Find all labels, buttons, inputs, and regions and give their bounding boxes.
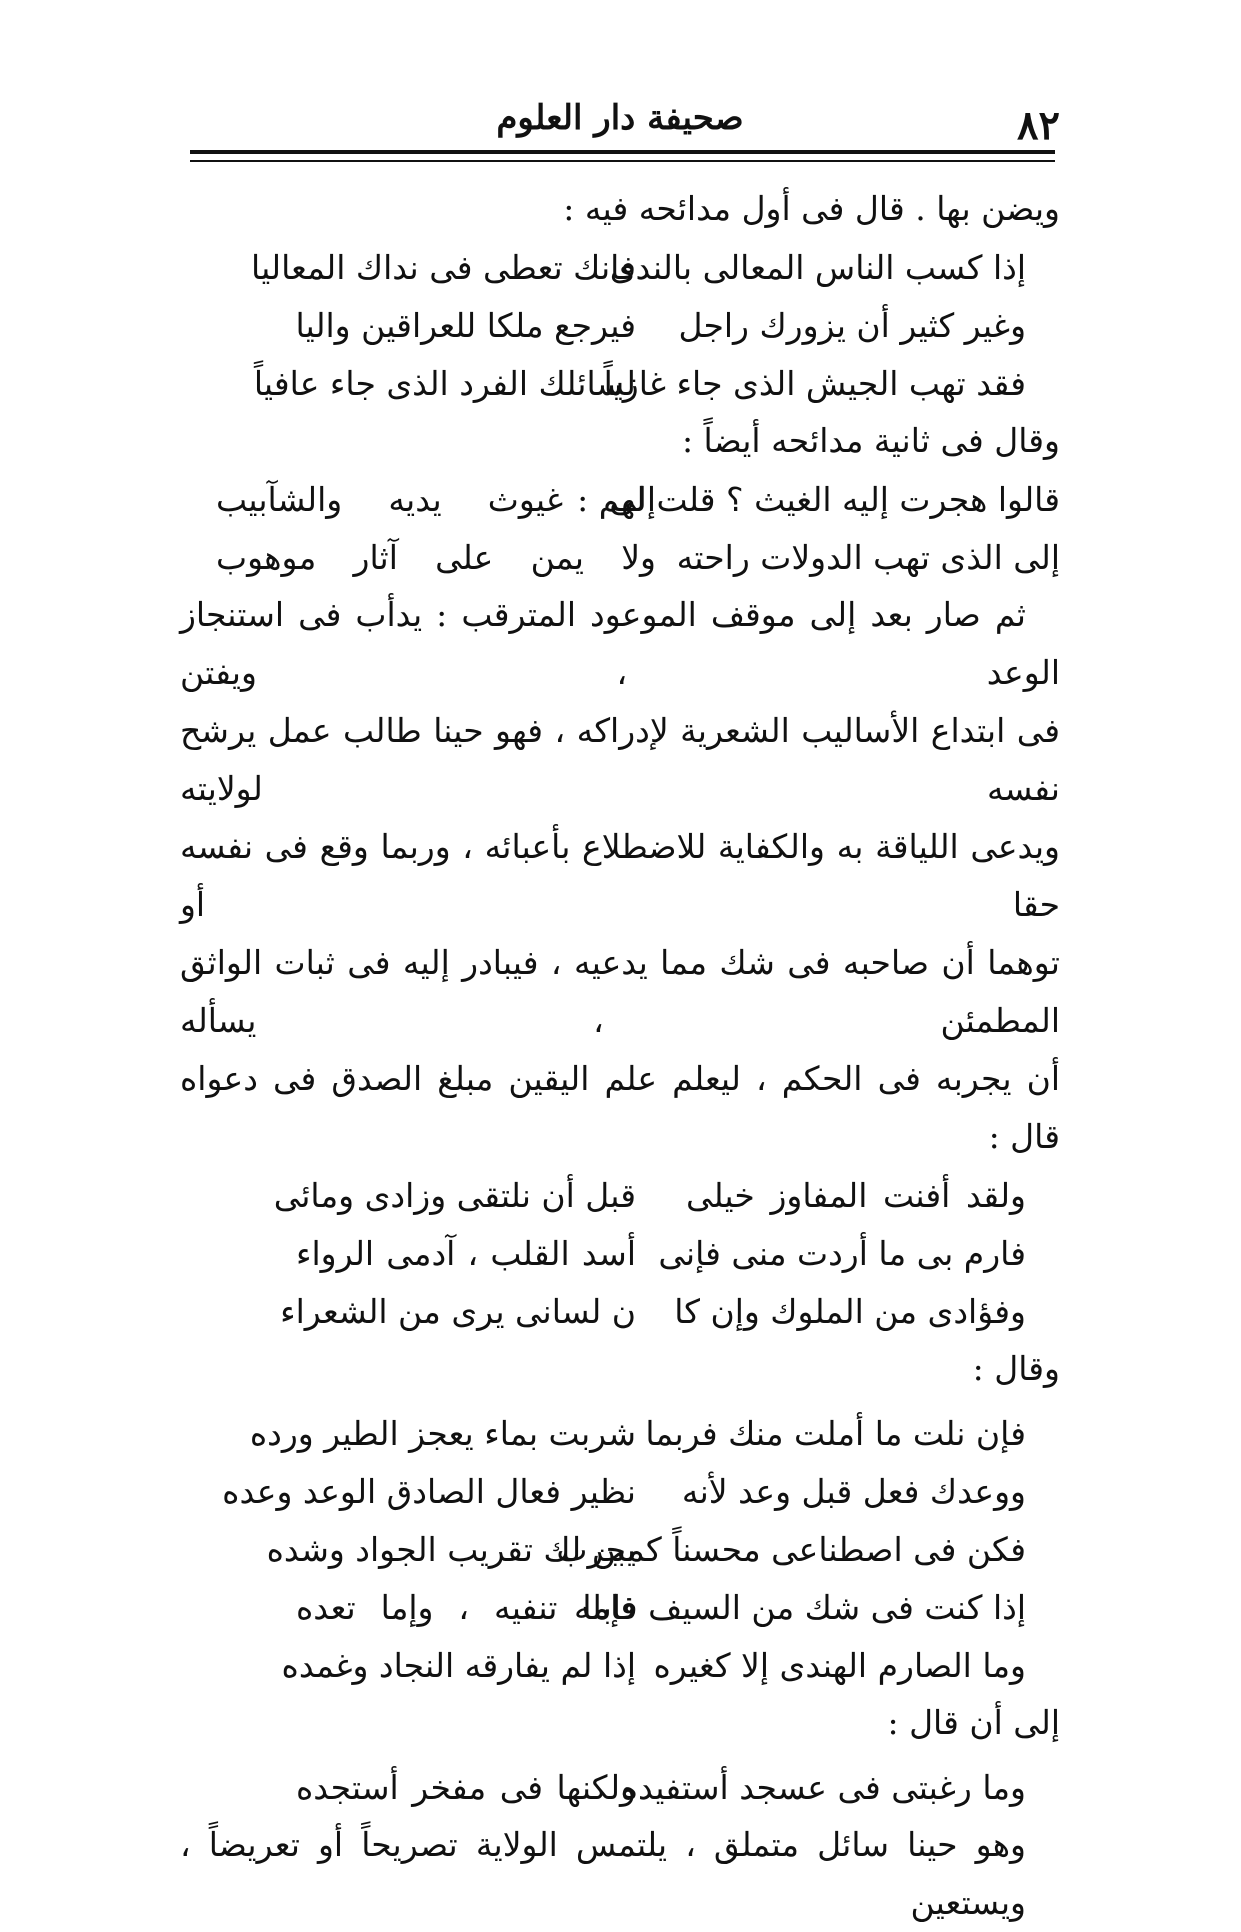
hemistich-first: إذا كنت فى شك من السيف فابله: [574, 1587, 1026, 1627]
verse-line: [180, 1462, 1060, 1520]
hemistich-second: إذا لم يفارقه النجاد وغمده: [281, 1645, 636, 1685]
poem-4: [180, 1404, 1060, 1694]
paragraph-line: توهما أن صاحبه فى شك مما يدعيه ، فيبادر إليه فى ثبات الواثق المطمئن ، يسأله: [180, 943, 1060, 1040]
poem-1: [180, 238, 1060, 412]
verse-intro: وقال :: [972, 1349, 1060, 1388]
hemistich-second: شربت بماء يعجز الطير ورده: [249, 1413, 636, 1453]
verse-line: [180, 1224, 1060, 1282]
paragraph-line: ثم صار بعد إلى موقف الموعود المترقب : يدأب فى استنجاز الوعد ، ويفتن: [180, 595, 1060, 692]
hemistich-first: فإن نلت ما أملت منك فربما: [645, 1413, 1026, 1453]
hemistich-second: قبل أن نلتقى وزادى ومائى: [273, 1175, 636, 1215]
poem-2: [180, 470, 1060, 586]
hemistich-first: ولقد أفنت المفاوز خيلى: [686, 1175, 1026, 1215]
hemistich-second: فإما تنفيه ، وإما تعده: [296, 1587, 636, 1627]
intro-line: ويضن بها . قال فى أول مدائحه فيه :: [563, 189, 1060, 228]
verse-line: [180, 1404, 1060, 1462]
hemistich-second: فيرجع ملكا للعراقين واليا: [295, 305, 636, 345]
hemistich-first: وما رغبتى فى عسجد أستفيده: [620, 1767, 1026, 1807]
hemistich-first: إذا كسب الناس المعالى بالندى: [609, 247, 1026, 287]
hemistich-second: ن لسانى يرى من الشعراء: [280, 1291, 636, 1331]
hemistich-first: فارم بى ما أردت منى فإنى: [658, 1233, 1026, 1273]
verse-intro: إلى أن قال :: [887, 1703, 1060, 1742]
hemistich-second: لسائلك الفرد الذى جاء عافياً: [253, 363, 636, 403]
paragraph-line: ويدعى اللياقة به والكفاية للاضطلاع بأعبائه ، وربما وقع فى نفسه حقا أو: [180, 827, 1060, 924]
page-number: ٨٢: [1017, 102, 1060, 149]
paragraph-line: فى ابتداع الأساليب الشعرية لإدراكه ، فهو حينا طالب عمل يرشح نفسه لولايته: [180, 711, 1060, 808]
paragraph-line: أن يجربه فى الحكم ، ليعلم علم اليقين مبلغ الصدق فى دعواه قال :: [180, 1059, 1060, 1156]
hemistich-second: يبن لك تقريب الجواد وشده: [266, 1529, 636, 1569]
poem-5: [180, 1758, 1060, 1816]
hemistich-first: ووعدك فعل قبل وعد لأنه: [681, 1471, 1026, 1511]
hemistich-first: وما الصارم الهندى إلا كغيره: [653, 1645, 1026, 1685]
verse-line: [180, 1166, 1060, 1224]
hemistich-second: فانك تعطى فى نداك المعاليا: [251, 247, 636, 287]
verse-line: [180, 238, 1060, 296]
verse-line: [180, 1758, 1060, 1816]
hemistich-second: ولا يمن على آثار موهوب: [216, 537, 656, 577]
hemistich-first: فكن فى اصطناعى محسناً كمجرب: [556, 1529, 1026, 1569]
header-rule-thick: [190, 150, 1055, 154]
hemistich-second: إلى غيوث يديه والشآبيب: [216, 479, 656, 519]
verse-intro: وقال فى ثانية مدائحه أيضاً :: [681, 421, 1060, 460]
verse-line: [180, 1282, 1060, 1340]
verse-line: [180, 1520, 1060, 1578]
hemistich-first: قالوا هجرت إليه الغيث ؟ قلت لهم :: [577, 479, 1060, 519]
hemistich-second: ولكنها فى مفخر أستجده: [296, 1767, 636, 1807]
hemistich-first: وفؤادى من الملوك وإن كا: [674, 1291, 1026, 1331]
verse-line: [180, 1578, 1060, 1636]
hemistich-first: إلى الذى تهب الدولات راحته: [676, 537, 1060, 577]
poem-3: [180, 1166, 1060, 1340]
header-rule-thin: [190, 160, 1055, 162]
verse-line: [180, 296, 1060, 354]
verse-line: [180, 528, 1060, 586]
verse-line: [180, 470, 1060, 528]
prose-paragraph: [180, 586, 1060, 1166]
page-body: [180, 180, 1060, 1932]
hemistich-second: أسد القلب ، آدمى الرواء: [296, 1233, 636, 1273]
hemistich-first: فقد تهب الجيش الذى جاء غازياً: [603, 363, 1026, 403]
running-title: صحيفة دار العلوم: [496, 98, 744, 138]
verse-line: [180, 1636, 1060, 1694]
page-header: [180, 88, 1060, 148]
hemistich-second: نظير فعال الصادق الوعد وعده: [222, 1471, 636, 1511]
verse-line: [180, 354, 1060, 412]
hemistich-first: وغير كثير أن يزورك راجل: [678, 305, 1026, 345]
closing-line: وهو حينا سائل متملق ، يلتمس الولاية تصريحاً أو تعريضاً ، ويستعين: [180, 1825, 1026, 1922]
